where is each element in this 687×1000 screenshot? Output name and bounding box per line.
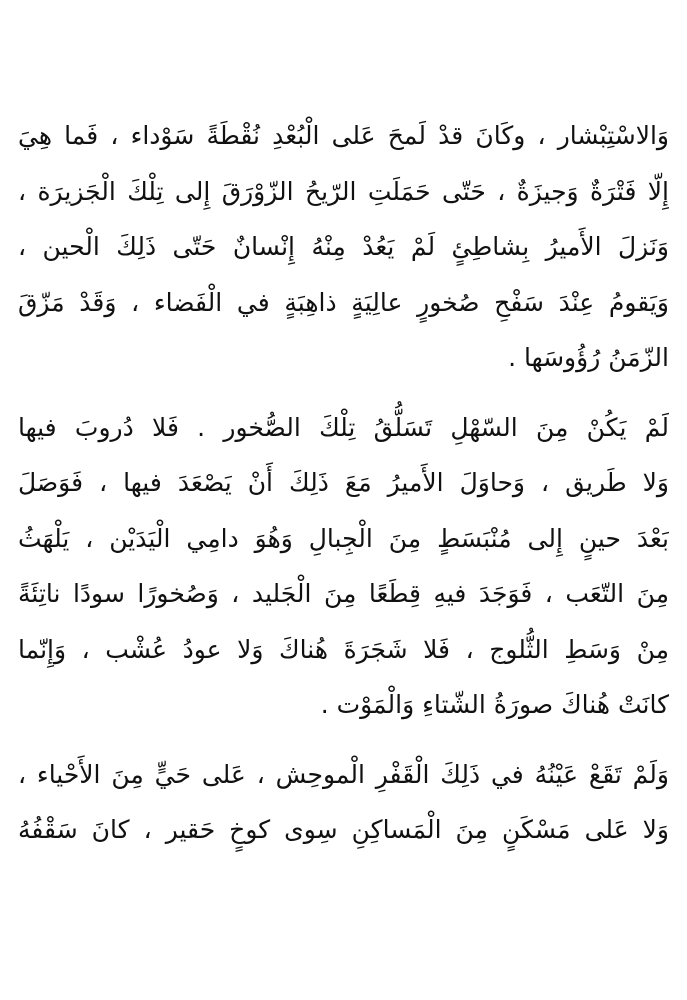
- text-line: إِلّا فَتْرَةٌ وَجيزَةٌ ، حَتّى حَمَلَتِ الرّيحُ الزّوْرَقَ إِلى تِلْكَ الْجَزيرَة ،: [18, 176, 669, 206]
- text-line: وَلا طَريق ، وَحاوَلَ الأَميرُ مَعَ ذَلِكَ أَنْ يَصْعَدَ فيها ، فَوَصَلَ: [18, 468, 669, 497]
- text-line: وَلا عَلى مَسْكَنٍ مِنَ الْمَساكِنِ سِوى كوخٍ حَقير ، كانَ سَقْفُهُ: [18, 815, 669, 844]
- text-line: وَلَمْ تَقَعْ عَيْنُهُ في ذَلِكَ الْقَفْرِ الْموحِش ، عَلى حَيٍّ مِنَ الأَحْياء ،: [18, 759, 669, 789]
- text-line: وَيَقومُ عِنْدَ سَفْحِ صُخورٍ عالِيَةٍ ذاهِبَةٍ في الْفَضاء ، وَقَدْ مَزّقَ: [18, 287, 669, 317]
- text-line: وَنَزلَ الأَميرُ بِشاطِئٍ لَمْ يَعُدْ مِنْهُ إِنْسانٌ حَتّى ذَلِكَ الْحين ،: [18, 232, 669, 261]
- paragraph-spacer: [18, 733, 669, 747]
- text-line: مِنَ التّعَب ، فَوَجَدَ فيهِ قِطَعًا مِنَ الْجَليد ، وَصُخورًا سودًا ناتِئَةً: [18, 579, 669, 608]
- paragraph-2: [18, 400, 669, 733]
- text-line: الزّمَنُ رُؤُوسَها .: [508, 343, 669, 372]
- text-line: لَمْ يَكُنْ مِنَ السّهْلِ تَسَلُّقُ تِلْكَ الصُّخور . فَلا دُروبَ فيها: [18, 412, 669, 442]
- text-line: وَالاسْتِبْشار ، وكَانَ قدْ لَمحَ عَلى الْبُعْدِ نُقْطَةً سَوْداء ، فَما هِيَ: [18, 121, 669, 150]
- paragraph-3: [18, 747, 669, 858]
- paragraph-spacer: [18, 386, 669, 400]
- text-line: كانَتْ هُناكَ صورَةُ الشّتاءِ وَالْمَوْت .: [320, 690, 669, 719]
- book-page-text: [18, 108, 669, 858]
- paragraph-1: [18, 108, 669, 386]
- text-line: بَعْدَ حينٍ إِلى مُنْبَسَطٍ مِنَ الْجِبالِ وَهُوَ دامِي الْيَدَيْن ، يَلْهَثُ: [18, 523, 669, 553]
- text-line: مِنْ وَسَطِ الثُّلوج ، فَلا شَجَرَةَ هُناكَ وَلا عودُ عُشْب ، وَإِنّما: [18, 634, 669, 664]
